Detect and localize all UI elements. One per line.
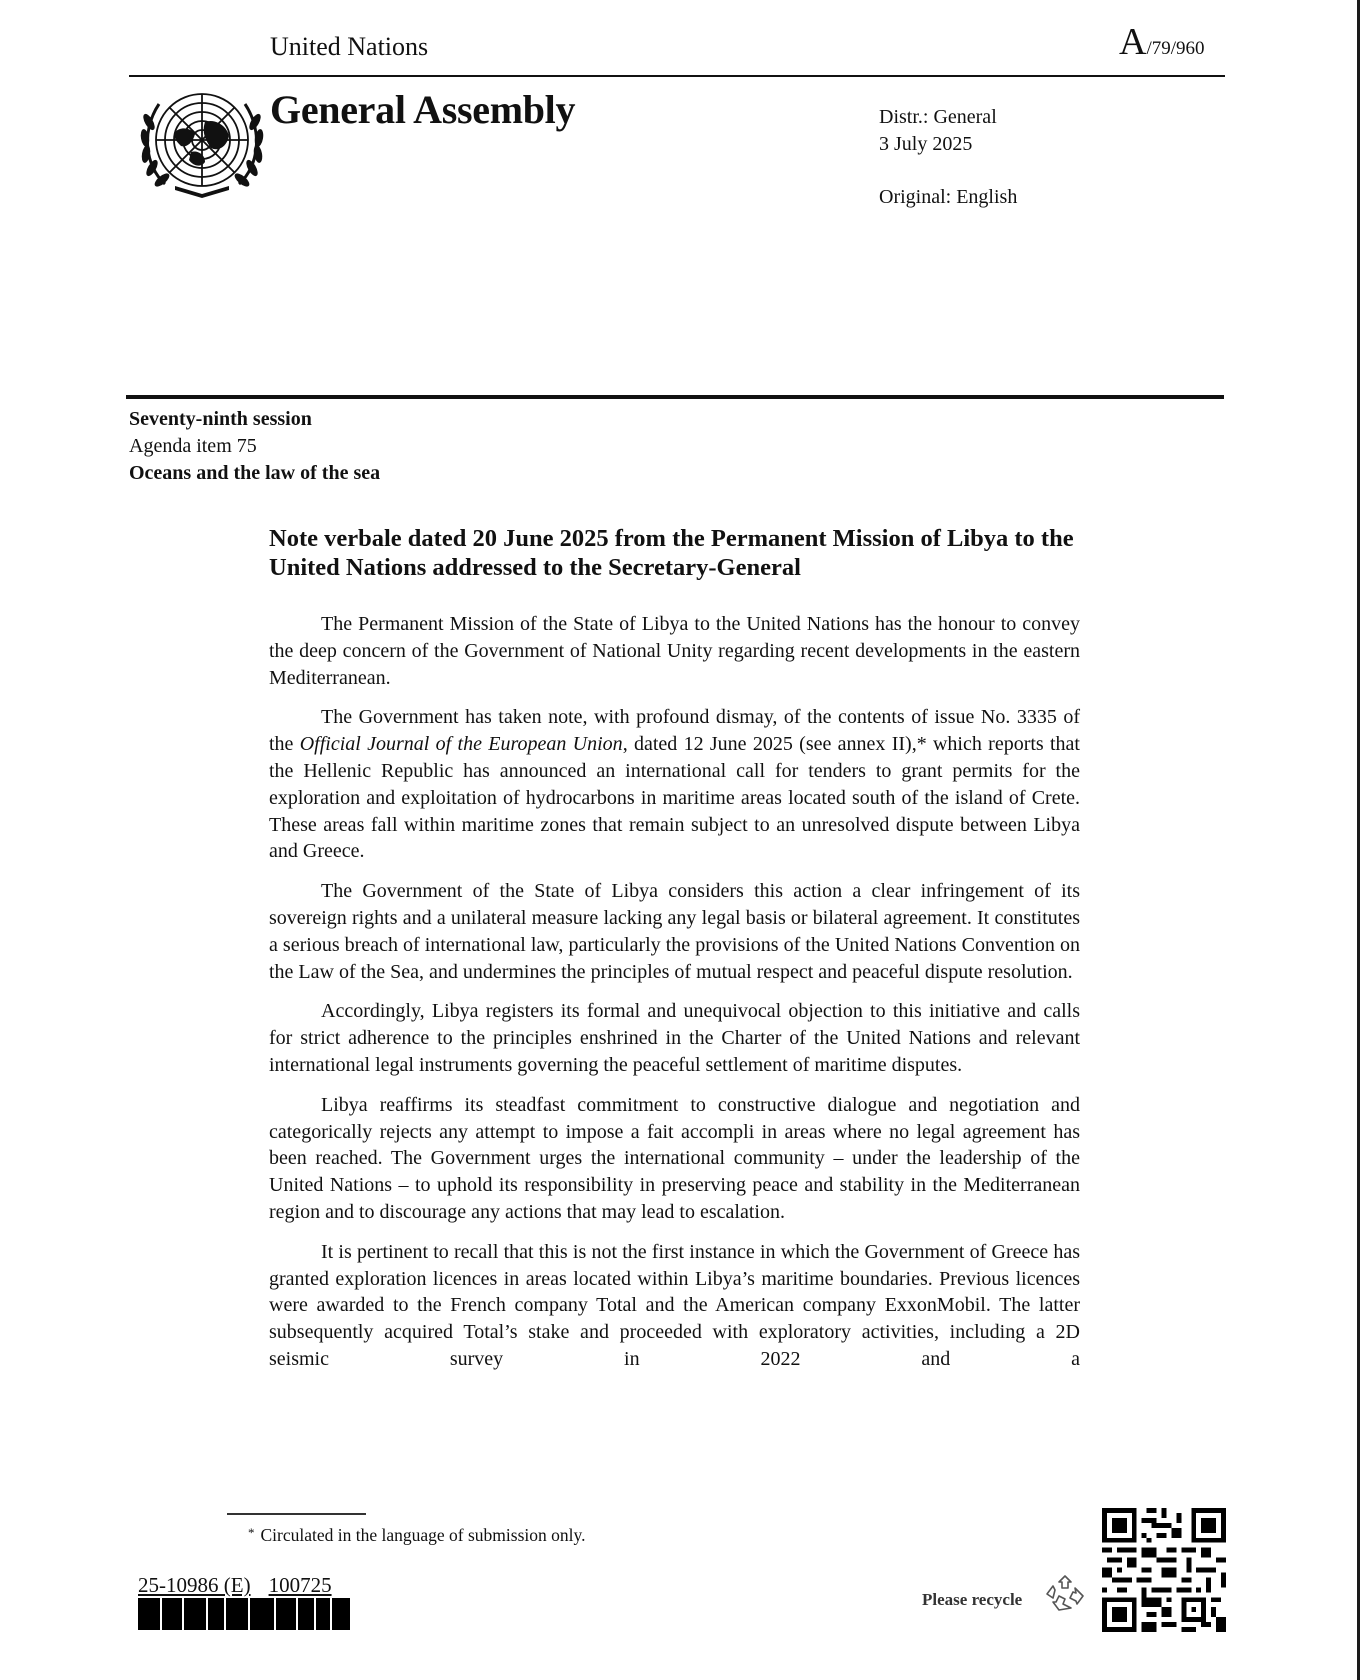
recycle-icon <box>1045 1574 1085 1614</box>
session-block <box>129 406 380 487</box>
organ-title: General Assembly <box>270 87 576 132</box>
paragraph-2-text-a: The Government has taken note, with profound dismay, of the contents of issue No. 3335 of the <box>269 706 1080 756</box>
paragraph-2 <box>269 704 1080 865</box>
organization-name: United Nations <box>270 32 429 61</box>
agenda-title: Oceans and the law of the sea <box>129 462 381 484</box>
footnote <box>248 1521 586 1547</box>
un-emblem-icon <box>135 86 269 200</box>
original-language: Original: English <box>879 186 1018 208</box>
barcode-icon <box>138 1598 366 1630</box>
paragraph-5: Libya reaffirms its steadfast commitment to constructive dialogue and negotiation and categorically rejects any attempt to impose a fait accompli in areas where no legal agreement has been reached. The Government urges the international community – under the leadership of the United Nations – to uphold its responsibility in preserving peace and stability in the Mediterranean region and to discourage any actions that may lead to escalation. <box>269 1093 1080 1223</box>
paragraph-1: The Permanent Mission of the State of Libya to the United Nations has the honour to convey the deep concern of the Government of National Unity regarding recent developments in the eastern Mediterranean. <box>269 613 1080 689</box>
issue-date: 3 July 2025 <box>879 133 973 155</box>
header-rule <box>129 75 1225 77</box>
recycle-label: Please recycle <box>922 1590 1023 1609</box>
distribution-block <box>879 104 997 158</box>
document-title: Note verbale dated 20 June 2025 from the Permanent Mission of Libya to the United Nations addressed to the Secretary-General <box>269 525 1074 581</box>
document-body <box>269 611 1080 1386</box>
footnote-marker: * <box>248 1525 255 1540</box>
job-number: 25-10986 (E) <box>138 1573 251 1597</box>
paragraph-3: The Government of the State of Libya considers this action a clear infringement of its sovereign rights and a unilateral measure lacking any legal basis or bilateral agreement. It constitutes a serious breach of international law, particularly the provisions of the United Nations Convention on the Law of the Sea, and undermines the principles of mutual respect and peaceful dispute resolution. <box>269 880 1080 983</box>
footnote-text: Circulated in the language of submission only. <box>260 1525 586 1545</box>
qr-code-icon <box>1102 1508 1226 1632</box>
document-symbol-prefix: A <box>1119 21 1147 63</box>
job-date: 100725 <box>268 1573 332 1597</box>
distribution: Distr.: General <box>879 106 997 128</box>
paragraph-2-text-b: , dated 12 June 2025 (see annex II),* which reports that the Hellenic Republic has announced an international call for tenders to grant permits for the exploration and exploitation of hydrocarbons in maritime areas located south of the island of Crete. These areas fall within maritime zones that remain subject to an unresolved dispute between Libya and Greece. <box>269 733 1080 863</box>
agenda-item: Agenda item 75 <box>129 435 257 457</box>
journal-title: Official Journal of the European Union <box>299 733 623 756</box>
footnote-rule <box>227 1513 366 1515</box>
paragraph-6: It is pertinent to recall that this is not the first instance in which the Government of Greece has granted exploration licences in areas located within Libya’s maritime boundaries. Previous licences were awarded to the French company Total and the American company ExxonMobil. The latter subsequently acquired Total’s stake and proceeded with exploratory activities, including a 2D seismic survey in 2022 and a <box>269 1240 1080 1370</box>
document-symbol-suffix: /79/960 <box>1146 38 1205 59</box>
session-rule <box>126 395 1224 399</box>
document-symbol <box>1119 20 1205 72</box>
job-number-line <box>138 1573 332 1597</box>
session-name: Seventy-ninth session <box>129 408 312 430</box>
paragraph-4: Accordingly, Libya registers its formal and unequivocal objection to this initiative and calls for strict adherence to the principles enshrined in the Charter of the United Nations and relevant international legal instruments governing the peaceful settlement of maritime disputes. <box>269 1000 1080 1076</box>
